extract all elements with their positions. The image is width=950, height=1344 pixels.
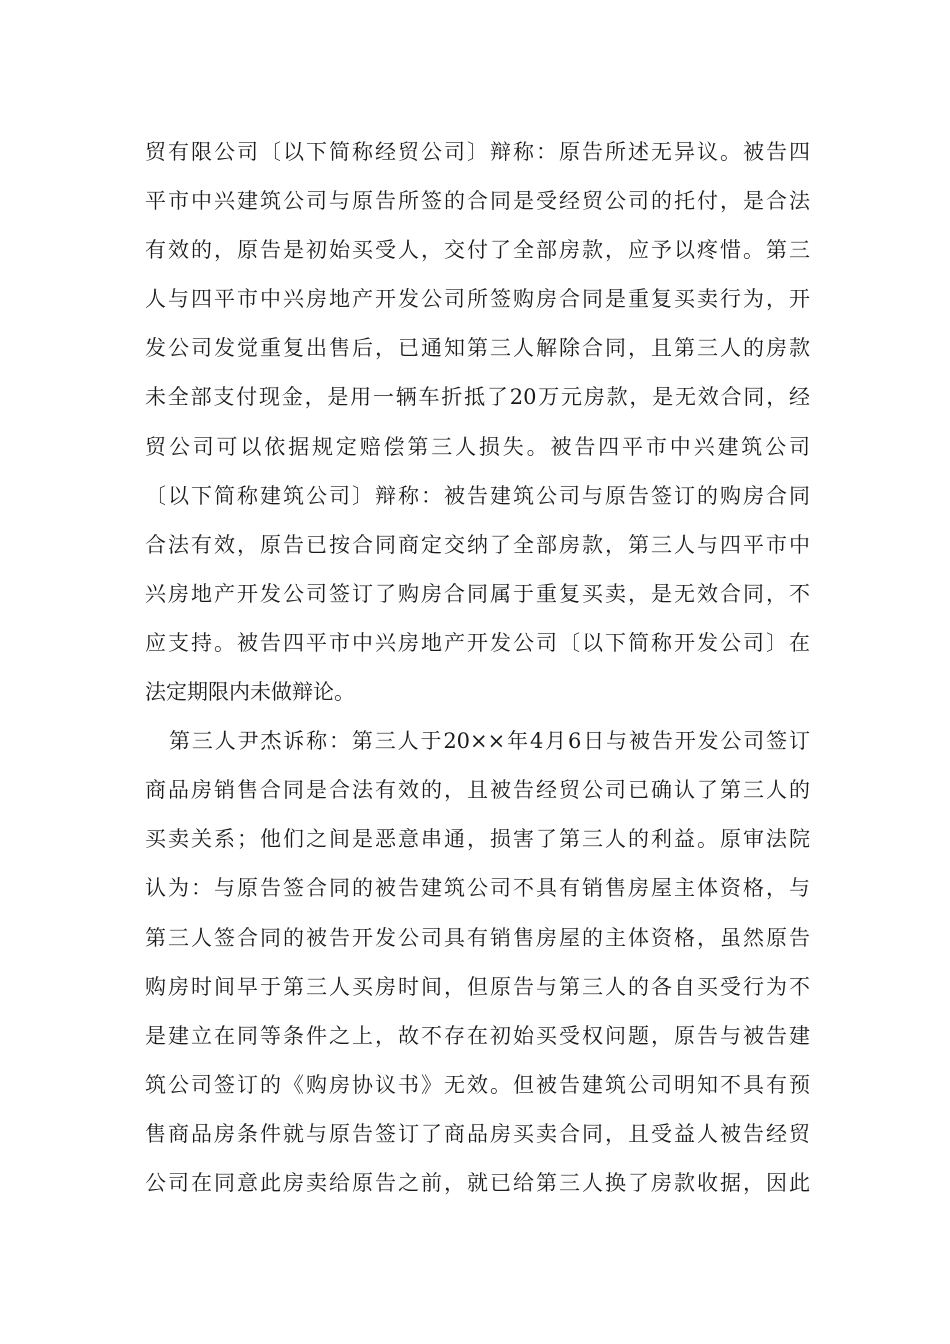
text-line: 第三人尹杰诉称：第三人于20××年4月6日与被告开发公司签订 xyxy=(169,729,810,754)
text-line: 是建立在同等条件之上，故不存在初始买受权问题，原告与被告建 xyxy=(145,1023,810,1048)
paragraph-1 xyxy=(145,128,810,717)
text-line: 贸公司可以依据规定赔偿第三人损失。被告四平市中兴建筑公司 xyxy=(145,434,810,459)
text-line: 商品房销售合同是合法有效的，且被告经贸公司已确认了第三人的 xyxy=(145,778,810,803)
text-line: 买卖关系；他们之间是恶意串通，损害了第三人的利益。原审法院 xyxy=(145,827,810,852)
text-line: 〔以下简称建筑公司〕辩称：被告建筑公司与原告签订的购房合同 xyxy=(145,483,810,508)
paragraph-2 xyxy=(145,717,810,1208)
text-line: 认为：与原告签合同的被告建筑公司不具有销售房屋主体资格，与 xyxy=(145,876,810,901)
text-line: 第三人签合同的被告开发公司具有销售房屋的主体资格，虽然原告 xyxy=(145,925,810,950)
text-line: 合法有效，原告已按合同商定交纳了全部房款，第三人与四平市中 xyxy=(145,532,810,557)
text-line: 发公司发觉重复出售后，已通知第三人解除合同，且第三人的房款 xyxy=(145,336,810,361)
text-line: 购房时间早于第三人买房时间，但原告与第三人的各自买受行为不 xyxy=(145,974,810,999)
text-line: 法定期限内未做辩论。 xyxy=(145,680,355,705)
text-line: 公司在同意此房卖给原告之前，就已给第三人换了房款收据，因此 xyxy=(145,1170,810,1195)
text-line: 平市中兴建筑公司与原告所签的合同是受经贸公司的托付，是合法 xyxy=(145,189,810,214)
document-body xyxy=(145,128,810,1208)
text-line: 售商品房条件就与原告签订了商品房买卖合同，且受益人被告经贸 xyxy=(145,1121,810,1146)
text-line: 人与四平市中兴房地产开发公司所签购房合同是重复买卖行为，开 xyxy=(145,287,810,312)
text-line: 筑公司签订的《购房协议书》无效。但被告建筑公司明知不具有预 xyxy=(145,1072,810,1097)
text-line: 有效的，原告是初始买受人，交付了全部房款，应予以疼惜。第三 xyxy=(145,238,810,263)
text-line: 兴房地产开发公司签订了购房合同属于重复买卖，是无效合同，不 xyxy=(145,581,810,606)
text-line: 应支持。被告四平市中兴房地产开发公司〔以下简称开发公司〕在 xyxy=(145,630,810,655)
text-line: 未全部支付现金，是用一辆车折抵了20万元房款，是无效合同，经 xyxy=(145,385,810,410)
text-line: 贸有限公司〔以下简称经贸公司〕辩称：原告所述无异议。被告四 xyxy=(145,140,810,164)
